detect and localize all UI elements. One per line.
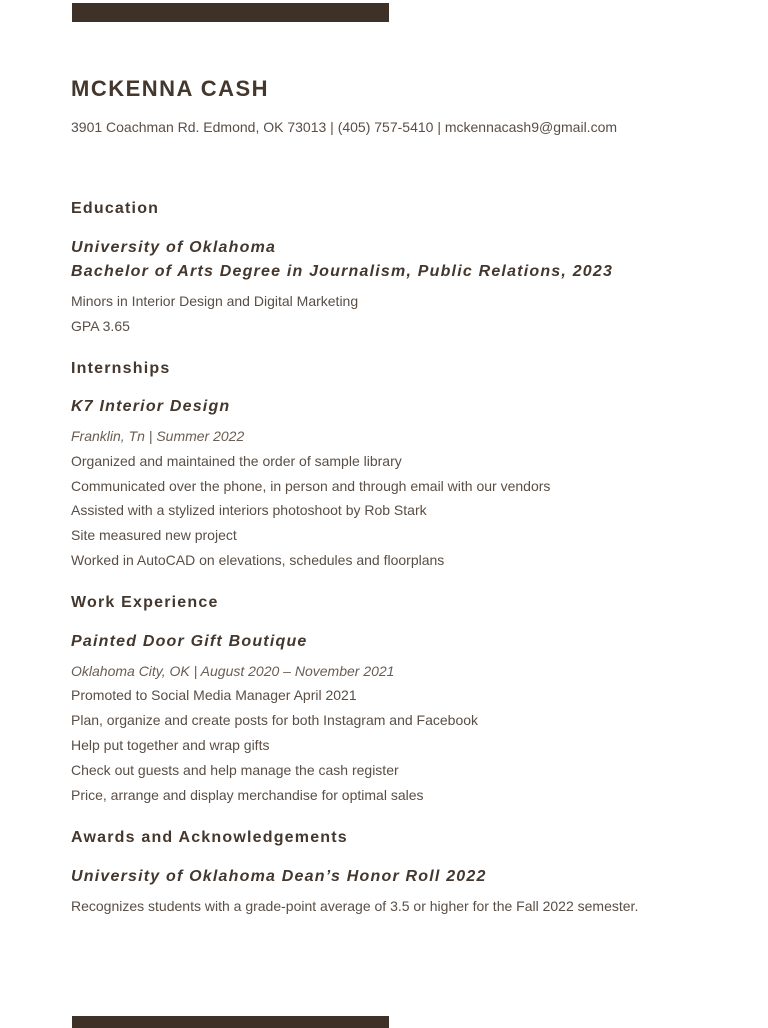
education-detail: Minors in Interior Design and Digital Marketing: [71, 293, 359, 309]
internship-item: Assisted with a stylized interiors photoshoot by Rob Stark: [71, 502, 427, 518]
award-description: Recognizes students with a grade-point average of 3.5 or higher for the Fall 2022 semester.: [71, 898, 639, 914]
education-degree: Bachelor of Arts Degree in Journalism, Public Relations, 2023: [71, 263, 614, 280]
work-item: Price, arrange and display merchandise for optimal sales: [71, 787, 424, 803]
section-heading-awards: Awards and Acknowledgements: [71, 829, 348, 846]
work-org: Painted Door Gift Boutique: [71, 633, 308, 650]
work-item: Help put together and wrap gifts: [71, 737, 270, 753]
contact-info: 3901 Coachman Rd. Edmond, OK 73013 | (405) 757-5410 | mckennacash9@gmail.com: [71, 119, 618, 135]
resume-name: MCKENNA CASH: [71, 76, 270, 101]
internship-item: Communicated over the phone, in person and through email with our vendors: [71, 478, 551, 494]
award-title: University of Oklahoma Dean’s Honor Roll 2022: [71, 868, 487, 885]
work-meta: Oklahoma City, OK | August 2020 – November 2021: [71, 663, 395, 679]
work-item: Check out guests and help manage the cash register: [71, 762, 399, 778]
internship-item: Worked in AutoCAD on elevations, schedules and floorplans: [71, 552, 445, 568]
work-item: Plan, organize and create posts for both Instagram and Facebook: [71, 712, 479, 728]
section-heading-education: Education: [71, 200, 160, 217]
internship-meta: Franklin, Tn | Summer 2022: [71, 428, 245, 444]
education-school: University of Oklahoma: [71, 239, 277, 256]
work-item: Promoted to Social Media Manager April 2021: [71, 687, 357, 703]
section-heading-work: Work Experience: [71, 594, 219, 611]
section-heading-internships: Internships: [71, 360, 171, 377]
internship-item: Organized and maintained the order of sample library: [71, 453, 402, 469]
internship-item: Site measured new project: [71, 527, 237, 543]
education-detail: GPA 3.65: [71, 318, 130, 334]
top-decorative-bar: [72, 3, 389, 22]
internship-org: K7 Interior Design: [71, 398, 231, 415]
bottom-decorative-bar: [72, 1016, 389, 1028]
